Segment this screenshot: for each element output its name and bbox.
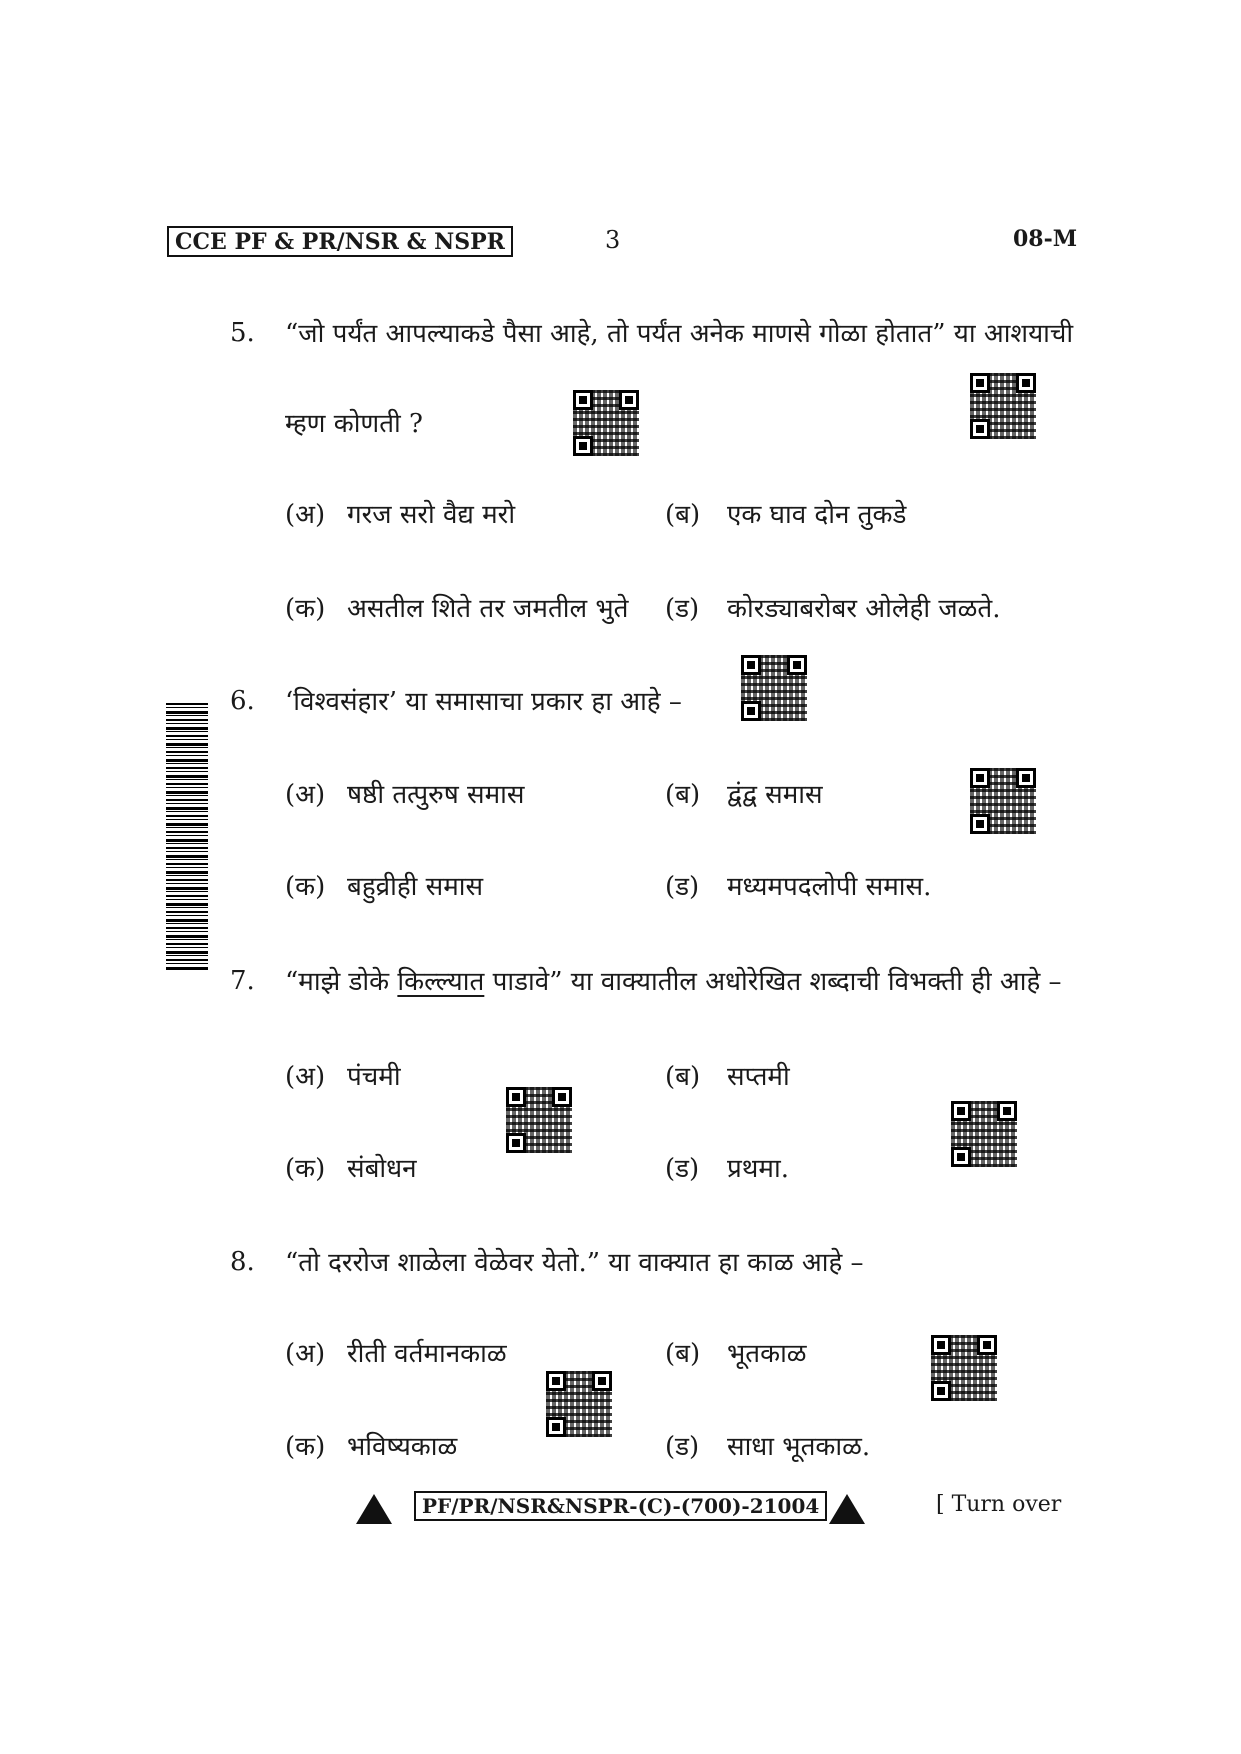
q5-option-c: (क) असतील शिते तर जमतील भुते bbox=[285, 594, 629, 624]
question-5-number: 5. bbox=[230, 318, 255, 348]
q7-option-c: (क) संबोधन bbox=[285, 1154, 417, 1184]
qr-code bbox=[970, 373, 1036, 439]
q7-option-a: (अ) पंचमी bbox=[285, 1062, 401, 1092]
qr-code bbox=[951, 1101, 1017, 1167]
q5-option-b: (ब) एक घाव दोन तुकडे bbox=[665, 500, 907, 530]
barcode bbox=[166, 703, 208, 971]
q8-option-a: (अ) रीती वर्तमानकाळ bbox=[285, 1339, 507, 1369]
q5-option-d: (ड) कोरड्याबरोबर ओलेही जळते. bbox=[665, 594, 1001, 624]
question-5-text-line2: म्हण कोणती ? bbox=[285, 409, 423, 439]
q7-option-b: (ब) सप्तमी bbox=[665, 1062, 790, 1092]
underlined-word: किल्ल्यात bbox=[397, 967, 485, 997]
q8-option-b: (ब) भूतकाळ bbox=[665, 1339, 807, 1369]
q5-option-a: (अ) गरज सरो वैद्य मरो bbox=[285, 500, 516, 530]
question-8-text: “तो दररोज शाळेला वेळेवर येतो.” या वाक्यात हा काळ आहे – bbox=[285, 1248, 864, 1278]
page-number: 3 bbox=[605, 226, 621, 254]
question-8-number: 8. bbox=[230, 1247, 255, 1277]
question-7-text: “माझे डोके किल्ल्यात पाडावे” या वाक्यातील अधोरेखित शब्दाची विभक्ती ही आहे – bbox=[285, 967, 1062, 997]
turn-over-text: [ Turn over bbox=[936, 1492, 1062, 1517]
qr-code bbox=[970, 768, 1036, 834]
q6-option-c: (क) बहुव्रीही समास bbox=[285, 872, 484, 902]
footer-code-box: PF/PR/NSR&NSPR-(C)-(700)-21004 bbox=[414, 1491, 827, 1521]
paper-code: 08-M bbox=[1013, 226, 1078, 252]
question-6-text: ‘विश्वसंहार’ या समासाचा प्रकार हा आहे – bbox=[285, 687, 682, 717]
q8-option-c: (क) भविष्यकाळ bbox=[285, 1432, 458, 1462]
q8-option-d: (ड) साधा भूतकाळ. bbox=[665, 1432, 871, 1462]
q6-option-a: (अ) षष्ठी तत्पुरुष समास bbox=[285, 780, 525, 810]
q7-option-d: (ड) प्रथमा. bbox=[665, 1154, 789, 1184]
q6-option-d: (ड) मध्यमपदलोपी समास. bbox=[665, 872, 932, 902]
exam-code-box: CCE PF & PR/NSR & NSPR bbox=[167, 226, 513, 257]
qr-code bbox=[931, 1335, 997, 1401]
triangle-icon bbox=[356, 1494, 392, 1524]
triangle-icon bbox=[829, 1494, 865, 1524]
q6-option-b: (ब) द्वंद्व समास bbox=[665, 780, 823, 810]
qr-code bbox=[506, 1087, 572, 1153]
qr-code bbox=[573, 390, 639, 456]
question-5-text: “जो पर्यंत आपल्याकडे पैसा आहे, तो पर्यंत अनेक माणसे गोळा होतात” या आशयाची bbox=[285, 319, 1074, 349]
question-6-number: 6. bbox=[230, 686, 255, 716]
qr-code bbox=[546, 1371, 612, 1437]
qr-code bbox=[741, 655, 807, 721]
question-7-number: 7. bbox=[230, 966, 255, 996]
